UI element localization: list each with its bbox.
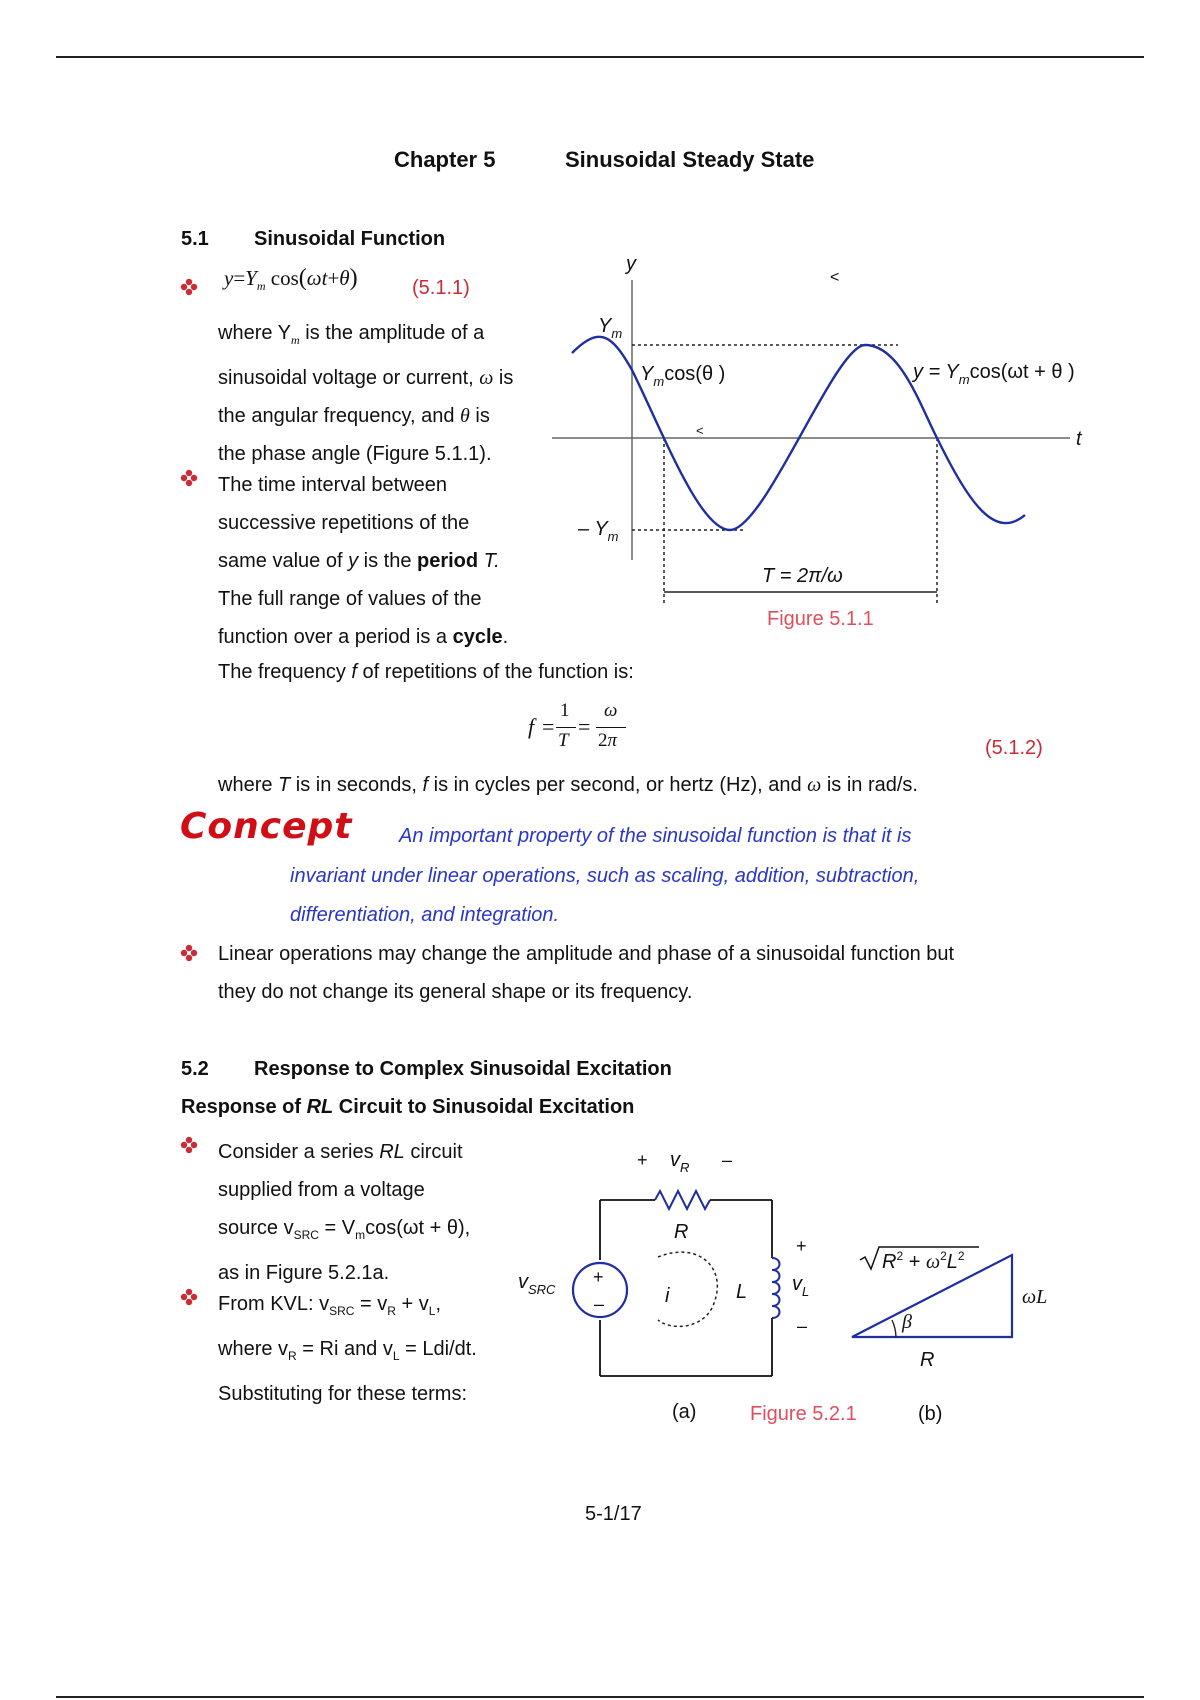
svg-text:R2 + ω2L2: $R^2 + \omega^2L^2$ (882, 1249, 965, 1273)
svg-text:vL: $v_L$ (792, 1273, 810, 1299)
section-number: 5.1 (181, 228, 209, 250)
linear-ops-line-1: Linear operations may change the amplitude and phase of a sinusoidal function but (218, 943, 955, 965)
section-title: Response to Complex Sinusoidal Excitation (254, 1058, 672, 1080)
y-axis-label: y (626, 253, 636, 275)
svg-text:+: + (796, 1236, 807, 1256)
units-sentence: where T is in seconds, f is in cycles per second, or hertz (Hz), and ω is in rad/s. (218, 774, 918, 796)
svg-text:L: L (736, 1281, 748, 1303)
svg-text:(a): (a) (672, 1401, 697, 1423)
svg-text:β: β (902, 1311, 912, 1333)
linear-ops-line-2: they do not change its general shape or its frequency. (218, 981, 693, 1003)
equation-label-5-1-1: (5.1.1) (412, 277, 470, 299)
kvl-paragraph: From KVL: $v_{SRC} = v_R + v_L$, where $v_R = Ri$ and $v_L = Ldi/dt$. Substituting for these terms: (218, 1293, 477, 1405)
resistor-icon (655, 1191, 710, 1209)
chapter-title: Sinusoidal Steady State (565, 147, 815, 172)
frequency-formula: f = 1 T = ω 2π (528, 700, 628, 760)
figure-5-2-1 (500, 1140, 1100, 1430)
sinusoid-formula: $y=Y_m$ cos(ωt+θ) (224, 265, 358, 294)
neg-ym-label: – $Y_m$ (578, 518, 619, 544)
diamond-bullet-icon (180, 1136, 198, 1154)
concept-line-3: differentiation, and integration. (290, 904, 560, 926)
svg-text:Figure 5.2.1: Figure 5.2.1 (750, 1403, 857, 1425)
t-axis-label: t (1076, 428, 1082, 450)
section-number: 5.2 (181, 1058, 209, 1080)
chapter-number: Chapter 5 (394, 147, 496, 172)
svg-text:+: + (637, 1150, 648, 1170)
svg-text:vR: $v_R$ (670, 1149, 690, 1175)
lt-mark-top: < (830, 269, 840, 286)
svg-text:–: – (722, 1150, 733, 1170)
subsection-title: Response of RL Circuit to Sinusoidal Excitation (181, 1096, 635, 1118)
diamond-bullet-icon (180, 469, 198, 487)
figure-5-1-1 (540, 240, 1100, 650)
page-number: 5-1/17 (585, 1503, 642, 1525)
svg-text:+: + (593, 1267, 604, 1287)
svg-text:–: – (797, 1316, 808, 1336)
equation-label-5-1-2: (5.1.2) (985, 737, 1043, 759)
lt-mark-mid: < (696, 423, 704, 438)
amplitude-paragraph: where $Y_m$ is the amplitude of a sinusoidal voltage or current, ω is the angular frequency, and θ is the phase angle (Figure 5.1.1). (218, 322, 514, 465)
frequency-intro: The frequency f of repetitions of the function is: (218, 661, 634, 683)
concept-label: Concept (180, 806, 353, 847)
svg-text:ωL: ωL (1022, 1286, 1048, 1308)
period-paragraph: The time interval between successive repetitions of the same value of y is the period T. The full range of values of the function over a period is a cycle. (218, 474, 509, 648)
svg-text:R: R (920, 1349, 935, 1371)
figure-caption: Figure 5.1.1 (767, 608, 874, 630)
svg-text:vSRC: $v_{SRC}$ (518, 1271, 556, 1297)
bottom-rule (56, 1696, 1144, 1698)
ym-label: $Y_m$ (598, 315, 623, 341)
svg-text:R: R (674, 1221, 689, 1243)
svg-text:–: – (594, 1294, 605, 1314)
ymcos-label: $Y_m\cos(\theta$ ) (640, 363, 726, 389)
top-rule (56, 56, 1144, 58)
curve-equation: $y = Y_m\cos(\omega t + \theta$ ) (913, 361, 1075, 387)
diamond-bullet-icon (180, 278, 198, 296)
svg-text:(b): (b) (918, 1403, 943, 1425)
period-label: T = 2π/ω (762, 565, 843, 587)
diamond-bullet-icon (180, 1288, 198, 1306)
concept-line-2: invariant under linear operations, such as scaling, addition, subtraction, (290, 865, 920, 887)
concept-line-1: An important property of the sinusoidal function is that it is (399, 825, 912, 847)
rl-circuit-paragraph: Consider a series RL circuit supplied from a voltage source $v_{SRC} = V_m\cos(\omega t + \theta)$, as in Figure 5.2.1a. (218, 1141, 471, 1284)
inductor-icon (772, 1258, 780, 1318)
section-title: Sinusoidal Function (254, 228, 446, 250)
diamond-bullet-icon (180, 944, 198, 962)
svg-text:i: i (665, 1285, 670, 1307)
